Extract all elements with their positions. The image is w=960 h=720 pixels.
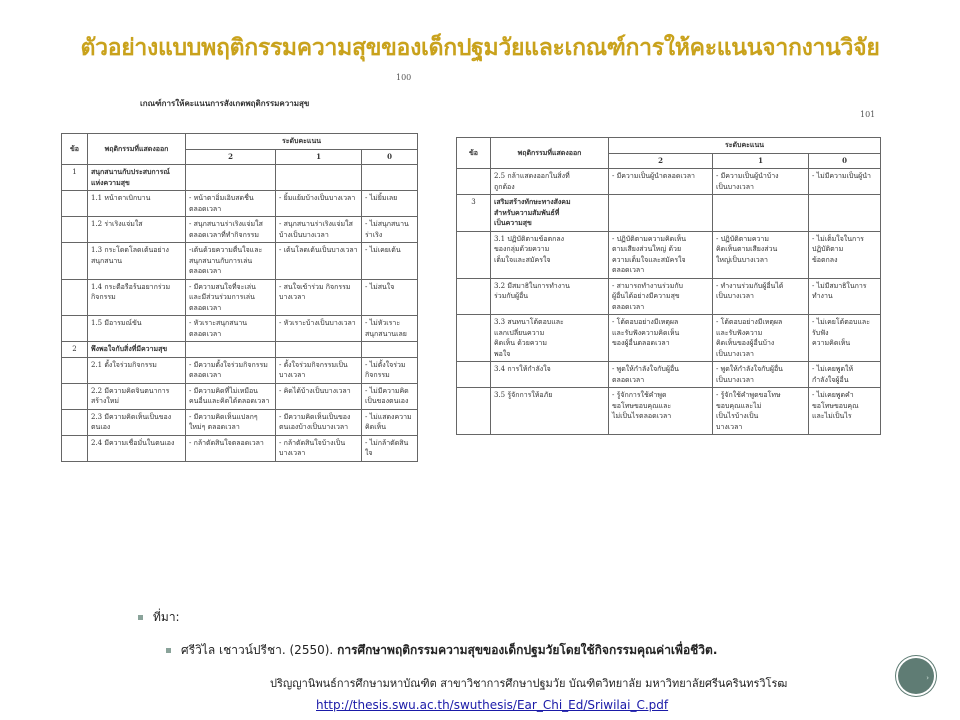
cell-text-line: - ไม่มีความคิด xyxy=(365,386,409,395)
cell-behavior xyxy=(88,279,186,316)
cell-text-line: - เต้นโลดเต้นเป็นบางเวลา xyxy=(279,246,358,254)
cell-text-line: 1.4 กระตือรือร้นอยากร่วม xyxy=(91,282,171,291)
cell-text-line: - ไม่ยิ้มเลย xyxy=(365,194,398,202)
cell-behavior xyxy=(88,191,186,217)
cell-text-line: - รู้จักการใช้คำพูด xyxy=(612,391,667,399)
cell-text-line: - ไม่สนใจ xyxy=(365,282,395,291)
table-row xyxy=(62,342,418,358)
cell-text-line: บางเวลา xyxy=(279,293,306,301)
cell-score-2 xyxy=(186,357,276,383)
cell-score-1 xyxy=(276,316,362,342)
next-slide-button[interactable] xyxy=(898,658,934,694)
cell-text-line: ของกลุ่มด้วยความ xyxy=(494,245,550,253)
cell-text-line: ตลอดเวลา xyxy=(612,375,645,384)
source-link[interactable]: http://thesis.swu.ac.th/swuthesis/Ear_Chi_Ed/Sriwilai_C.pdf xyxy=(316,698,669,712)
cell-text-line: เป็นของตนเอง xyxy=(365,397,409,405)
cell-text-line: - สนุกสนานร่าเริงแจ่มใส xyxy=(189,220,263,228)
table-row xyxy=(457,388,881,435)
table-row xyxy=(62,191,418,217)
source-label: ที่มา: xyxy=(153,610,180,624)
cell-text-line: 2.1 ตั้งใจร่วมกิจกรรม xyxy=(91,360,157,369)
cell-text-line: กำลังใจผู้อื่น xyxy=(812,375,849,384)
header-score-0: 0 xyxy=(809,153,881,169)
cell-behavior xyxy=(88,217,186,243)
right-scoring-table xyxy=(456,137,881,435)
cell-text-line: รับฟัง xyxy=(812,328,829,337)
cell-text-line: - ไม่เคยพูดคำ xyxy=(812,391,854,399)
cell-score-0 xyxy=(362,357,418,383)
cell-text-line: ใหม่ๆ ตลอดเวลา xyxy=(189,423,240,431)
header-score-2: 2 xyxy=(186,149,276,165)
cell-text-line: - ไม่ตั้งใจร่วม xyxy=(365,360,406,369)
cell-score-0 xyxy=(362,342,418,358)
cell-text-line: ของผู้อื่นตลอดเวลา xyxy=(612,339,670,347)
cell-item-no xyxy=(62,316,88,342)
cell-behavior xyxy=(88,316,186,342)
cell-score-0 xyxy=(362,409,418,435)
cell-text-line: - พูดให้กำลังใจกับผู้อื่น xyxy=(716,365,783,373)
cell-text-line: ตลอดเวลา xyxy=(612,302,645,311)
cell-text-line: เสริมสร้างทักษะทางสังคม xyxy=(494,197,571,206)
table-row xyxy=(62,435,418,461)
cell-score-1 xyxy=(713,231,809,278)
cell-behavior xyxy=(491,388,609,435)
cell-text-line: - ไม่เต็มใจในการ xyxy=(812,234,864,243)
cell-text-line: ขอโทษขอบคุณ xyxy=(812,401,859,410)
cell-text-line: เต็มใจและสมัครใจ xyxy=(494,255,551,264)
cell-text-line: ตลอดเวลาที่ทำกิจกรรม xyxy=(189,230,259,239)
cell-text-line: คิดเห็น ด้วยความ xyxy=(494,339,547,347)
cell-score-1 xyxy=(713,388,809,435)
header-score-level: ระดับคะแนน xyxy=(609,138,881,154)
table-row xyxy=(457,169,881,195)
cell-score-2 xyxy=(186,409,276,435)
cell-score-1 xyxy=(276,191,362,217)
cell-score-2 xyxy=(186,191,276,217)
left-table-caption: เกณฑ์การให้คะแนนการสังเกตพฤติกรรมความสุข xyxy=(140,98,310,108)
cell-text-line: ถูกต้อง xyxy=(494,182,515,191)
header-behavior: พฤติกรรมที่แสดงออก xyxy=(491,138,609,169)
cell-text-line: เป็นบางเวลา xyxy=(716,349,754,358)
table-row xyxy=(62,409,418,435)
cell-behavior xyxy=(88,435,186,461)
cell-text-line: สนุกสนานกับประสบการณ์ xyxy=(91,167,170,176)
cell-item-no xyxy=(62,217,88,243)
cell-text-line: - คิดได้บ้างเป็นบางเวลา xyxy=(279,386,351,395)
cell-item-no xyxy=(457,388,491,435)
bullet-square-icon xyxy=(166,648,171,653)
cell-score-2 xyxy=(186,383,276,409)
cell-text-line: แลกเปลี่ยนความ xyxy=(494,328,545,337)
cell-text-line: เป็นไรบ้างเป็น xyxy=(716,412,759,420)
cell-behavior xyxy=(491,278,609,315)
table-row xyxy=(62,357,418,383)
cell-score-0 xyxy=(809,315,881,362)
cell-text-line: ตามเสียงส่วนใหญ่ ด้วย xyxy=(612,245,682,253)
cell-score-1 xyxy=(713,278,809,315)
header-behavior: พฤติกรรมที่แสดงออก xyxy=(88,134,186,165)
cell-score-2 xyxy=(186,435,276,461)
cell-text-line: - สนุกสนานร่าเริงแจ่มใส xyxy=(279,220,353,228)
table-row xyxy=(62,165,418,191)
cell-text-line: - ไม่เคยพูดให้ xyxy=(812,365,854,373)
cell-score-2 xyxy=(186,279,276,316)
cell-text-line: และไม่เป็นไร xyxy=(812,412,852,420)
cell-item-no xyxy=(62,435,88,461)
cell-score-0 xyxy=(362,191,418,217)
cell-text-line: - ตั้งใจร่วมกิจกรรมเป็น xyxy=(279,360,348,369)
header-score-1: 1 xyxy=(713,153,809,169)
cell-text-line: และรับฟังความ xyxy=(716,328,763,337)
cell-text-line: - รู้จักใช้คำพูดขอโทษ xyxy=(716,391,781,399)
cell-text-line: - ไม่เคยเต้น xyxy=(365,246,401,254)
cell-score-0 xyxy=(362,217,418,243)
cell-text-line: - มีความคิดเห็นเป็นของ xyxy=(279,412,351,421)
cell-text-line: กิจกรรม xyxy=(365,371,390,379)
cell-text-line: เป็นความสุข xyxy=(494,218,532,227)
cell-text-line: ตนเอง xyxy=(91,423,111,431)
cell-text-line: - มีความคิดเห็นแปลกๆ xyxy=(189,412,258,421)
cell-text-line: 1.5 มีอารมณ์ขัน xyxy=(91,319,142,327)
cell-text-line: ตลอดเวลา xyxy=(189,371,222,379)
source-institution: ปริญญานิพนธ์การศึกษามหาบัณฑิต สาขาวิชาการศึกษาปฐมวัย บัณฑิตวิทยาลัย มหาวิทยาลัยศรีนครินทรวิโรฒ xyxy=(270,677,788,690)
cell-text-line: - ปฏิบัติตามความคิดเห็น xyxy=(612,234,686,243)
table-row xyxy=(457,231,881,278)
cell-behavior xyxy=(88,383,186,409)
cell-behavior xyxy=(491,169,609,195)
cell-text-line: สร้างใหม่ xyxy=(91,397,120,405)
cell-text-line: กิจกรรม xyxy=(91,293,116,301)
cell-score-1 xyxy=(276,243,362,280)
header-score-1: 1 xyxy=(276,149,362,165)
cell-score-1 xyxy=(276,383,362,409)
cell-text-line: 3.2 มีสมาธิในการทำงาน xyxy=(494,281,570,290)
cell-score-0 xyxy=(809,388,881,435)
cell-text-line: - ไม่แสดงความ xyxy=(365,412,412,421)
cell-item-no xyxy=(62,279,88,316)
cell-text-line: คิดเห็นของผู้อื่นบ้าง xyxy=(716,339,775,347)
cell-text-line: ร่วมกับผู้อื่น xyxy=(494,292,529,300)
cell-score-0 xyxy=(362,165,418,191)
cell-text-line: - พูดให้กำลังใจกับผู้อื่น xyxy=(612,365,679,373)
cell-score-1 xyxy=(713,362,809,388)
cell-text-line: - ไม่มีความเป็นผู้นำ xyxy=(812,172,871,180)
cell-score-1 xyxy=(276,279,362,316)
cell-score-2 xyxy=(186,342,276,358)
cell-score-1 xyxy=(713,315,809,362)
cell-text-line: เป็นบางเวลา xyxy=(716,182,754,191)
table-row xyxy=(62,243,418,280)
cell-text-line: - ไม่มีสมาธิในการ xyxy=(812,281,867,290)
cell-score-2 xyxy=(186,217,276,243)
cell-text-line: บางเวลา xyxy=(279,371,306,379)
cell-score-1 xyxy=(713,169,809,195)
cell-text-line: - มีความเป็นผู้นำบ้าง xyxy=(716,172,779,180)
cell-text-line: - หน้าตาอิ่มเอิบสดชื่น xyxy=(189,194,254,202)
cell-text-line: - กล้าตัดสินใจตลอดเวลา xyxy=(189,438,264,447)
cell-text-line: ตลอดเวลา xyxy=(189,204,222,213)
cell-score-1 xyxy=(276,409,362,435)
cell-text-line: บ้างเป็นบางเวลา xyxy=(279,230,329,239)
cell-text-line: ผู้อื่นได้อย่างมีความสุข xyxy=(612,292,680,300)
cell-score-2 xyxy=(609,195,713,232)
cell-score-1 xyxy=(276,435,362,461)
cell-text-line: ขอบคุณและไม่ xyxy=(716,401,762,410)
cell-text-line: 2.3 มีความคิดเห็นเป็นของ xyxy=(91,412,172,421)
cell-text-line: บางเวลา xyxy=(279,449,306,457)
cell-text-line: สนุกสนานกับการเล่น xyxy=(189,256,253,265)
cell-text-line: 3.1 ปฏิบัติตามข้อตกลง xyxy=(494,234,565,243)
header-no: ข้อ xyxy=(62,134,88,165)
cell-score-0 xyxy=(362,279,418,316)
cell-score-2 xyxy=(609,388,713,435)
cell-text-line: ตลอดเวลา xyxy=(189,329,222,338)
cell-text-line: ความเต็มใจและสมัครใจ xyxy=(612,255,686,264)
cell-text-line: และรับฟังความคิดเห็น xyxy=(612,328,680,337)
cell-text-line: - หัวเราะสนุกสนาน xyxy=(189,319,248,327)
cell-text-line: - มีความตั้งใจร่วมกิจกรรม xyxy=(189,360,268,369)
cell-text-line: - กล้าตัดสินใจบ้างเป็น xyxy=(279,438,346,447)
cell-text-line: คิดเห็นตามเสียงส่วน xyxy=(716,245,778,253)
cell-item-no: 1 xyxy=(62,165,88,191)
table-row xyxy=(62,316,418,342)
cell-item-no xyxy=(62,243,88,280)
cell-text-line: ความคิดเห็น xyxy=(812,339,851,347)
cell-text-line: ปฏิบัติตาม xyxy=(812,245,844,253)
cell-text-line: - สามารถทำงานร่วมกับ xyxy=(612,281,684,290)
table-row xyxy=(62,217,418,243)
table-row xyxy=(457,362,881,388)
cell-item-no xyxy=(457,278,491,315)
cell-item-no xyxy=(457,231,491,278)
table-row xyxy=(457,315,881,362)
cell-text-line: ข้อตกลง xyxy=(812,255,838,264)
cell-item-no xyxy=(457,169,491,195)
cell-text-line: ใหญ่เป็นบางเวลา xyxy=(716,255,768,264)
cell-behavior xyxy=(88,409,186,435)
cell-text-line: -เต้นด้วยความตื่นใจและ xyxy=(189,246,263,254)
left-scoring-table xyxy=(61,133,418,462)
cell-text-line: สนุกสนาน xyxy=(91,256,123,265)
bullet-square-icon xyxy=(138,615,143,620)
cell-text-line: - โต้ตอบอย่างมีเหตุผล xyxy=(716,318,783,326)
cell-score-1 xyxy=(276,342,362,358)
cell-item-no: 3 xyxy=(457,195,491,232)
source-label-row xyxy=(138,608,180,627)
cell-text-line: 3.4 การให้กำลังใจ xyxy=(494,365,551,373)
cell-text-line: ตนเองบ้างเป็นบางเวลา xyxy=(279,423,349,431)
right-page-number: 101 xyxy=(860,110,876,119)
cell-text-line: แห่งความสุข xyxy=(91,177,130,187)
cell-text-line: - โต้ตอบอย่างมีเหตุผล xyxy=(612,318,679,326)
table-row xyxy=(62,279,418,316)
cell-text-line: - มีความสนใจที่จะเล่น xyxy=(189,282,256,291)
cell-text-line: 1.2 ร่าเริงแจ่มใส xyxy=(91,220,143,228)
cell-score-2 xyxy=(186,316,276,342)
cell-score-0 xyxy=(809,195,881,232)
next-arrow-icon: › xyxy=(926,674,929,682)
cell-score-0 xyxy=(362,316,418,342)
cell-text-line: 3.5 รู้จักการให้อภัย xyxy=(494,391,553,399)
cell-text-line: - มีความคิดที่ไม่เหมือน xyxy=(189,386,258,395)
cell-text-line: ตลอดเวลา xyxy=(612,266,645,274)
cell-item-no xyxy=(457,315,491,362)
cell-text-line: ไม่เป็นไรตลอดเวลา xyxy=(612,412,672,420)
cell-text-line: - ไม่สนุกสนาน xyxy=(365,220,409,228)
slide-title: ตัวอย่างแบบพฤติกรรมความสุขของเด็กปฐมวัยและเกณฑ์การให้คะแนนจากงานวิจัย xyxy=(80,35,880,61)
cell-text-line: 2.5 กล้าแสดงออกในสิ่งที่ xyxy=(494,172,570,180)
cell-text-line: ร่าเริง xyxy=(365,230,383,239)
cell-text-line: บางเวลา xyxy=(716,422,743,431)
table-row xyxy=(457,278,881,315)
cell-text-line: 1.1 หน้าตาเบิกบาน xyxy=(91,194,151,202)
cell-text-line: - ทำงานร่วมกับผู้อื่นได้ xyxy=(716,281,784,290)
cell-score-2 xyxy=(609,362,713,388)
cell-behavior xyxy=(491,195,609,232)
cell-text-line: คิดเห็น xyxy=(365,423,387,431)
cell-text-line: 3.3 สนทนาโต้ตอบและ xyxy=(494,318,564,326)
cell-text-line: - ไม่หัวเราะ xyxy=(365,319,401,327)
cell-text-line: ขอโทษขอบคุณและ xyxy=(612,401,672,410)
table-row xyxy=(457,195,881,232)
cell-text-line: สนุกสนานเลย xyxy=(365,329,407,338)
cell-behavior xyxy=(88,165,186,191)
cell-behavior xyxy=(88,342,186,358)
cell-behavior xyxy=(88,243,186,280)
cell-text-line: สำหรับความสัมพันธ์ที่ xyxy=(494,207,560,217)
cell-score-0 xyxy=(809,362,881,388)
cell-score-0 xyxy=(809,231,881,278)
cell-text-line: พึงพอใจกับสิ่งที่มีความสุข xyxy=(91,344,168,353)
header-score-2: 2 xyxy=(609,153,713,169)
cell-behavior xyxy=(88,357,186,383)
cell-score-2 xyxy=(609,169,713,195)
cell-text-line: - ยิ้มแย้มบ้างเป็นบางเวลา xyxy=(279,194,356,202)
left-page-number: 100 xyxy=(396,73,412,82)
cell-score-2 xyxy=(609,315,713,362)
source-citation-row xyxy=(166,641,717,660)
cell-score-1 xyxy=(276,165,362,191)
cell-score-2 xyxy=(186,165,276,191)
header-score-0: 0 xyxy=(362,149,418,165)
cell-score-2 xyxy=(186,243,276,280)
source-title: การศึกษาพฤติกรรมความสุขของเด็กปฐมวัยโดยใช้กิจกรรมคุณค่าเพื่อชีวิต. xyxy=(337,643,718,657)
table-row xyxy=(62,383,418,409)
cell-item-no xyxy=(62,383,88,409)
cell-text-line: ตลอดเวลา xyxy=(189,303,222,312)
cell-text-line: - หัวเราะบ้างเป็นบางเวลา xyxy=(279,319,356,327)
cell-text-line: ตลอดเวลา xyxy=(189,267,222,275)
cell-score-1 xyxy=(276,217,362,243)
cell-score-2 xyxy=(609,231,713,278)
cell-item-no xyxy=(62,191,88,217)
cell-text-line: - ไม่เคยโต้ตอบและ xyxy=(812,318,870,326)
cell-item-no xyxy=(62,357,88,383)
cell-text-line: - ปฏิบัติตามความ xyxy=(716,234,769,243)
cell-score-0 xyxy=(362,243,418,280)
cell-score-2 xyxy=(609,278,713,315)
cell-score-1 xyxy=(276,357,362,383)
cell-text-line: 2.2 มีความคิดจินตนาการ xyxy=(91,386,170,395)
cell-score-0 xyxy=(362,383,418,409)
cell-text-line: คนอื่นและคิดได้ตลอดเวลา xyxy=(189,397,270,405)
source-author-year: ศรีวิไล เชาวน์ปรีชา. (2550). xyxy=(181,643,334,657)
cell-text-line: เป็นบางเวลา xyxy=(716,292,754,300)
cell-text-line: - มีความเป็นผู้นำตลอดเวลา xyxy=(612,172,695,180)
cell-item-no: 2 xyxy=(62,342,88,358)
cell-text-line: 1.3 กระโดดโลดเต้นอย่าง xyxy=(91,246,169,254)
cell-score-1 xyxy=(713,195,809,232)
cell-text-line: พอใจ xyxy=(494,349,511,358)
cell-behavior xyxy=(491,315,609,362)
cell-text-line: ทำงาน xyxy=(812,292,833,300)
cell-score-0 xyxy=(809,278,881,315)
cell-text-line: เป็นบางเวลา xyxy=(716,375,754,384)
cell-item-no xyxy=(457,362,491,388)
header-no: ข้อ xyxy=(457,138,491,169)
cell-score-0 xyxy=(362,435,418,461)
header-score-level: ระดับคะแนน xyxy=(186,134,418,150)
cell-score-0 xyxy=(809,169,881,195)
cell-behavior xyxy=(491,231,609,278)
cell-behavior xyxy=(491,362,609,388)
cell-text-line: และมีส่วนร่วมการเล่น xyxy=(189,293,255,301)
cell-text-line: 2.4 มีความเชื่อมั่นในตนเอง xyxy=(91,438,175,447)
cell-item-no xyxy=(62,409,88,435)
cell-text-line: - สนใจเข้าร่วม กิจกรรม xyxy=(279,282,351,291)
cell-text-line: - ไม่กล้าตัดสินใจ xyxy=(365,438,409,457)
